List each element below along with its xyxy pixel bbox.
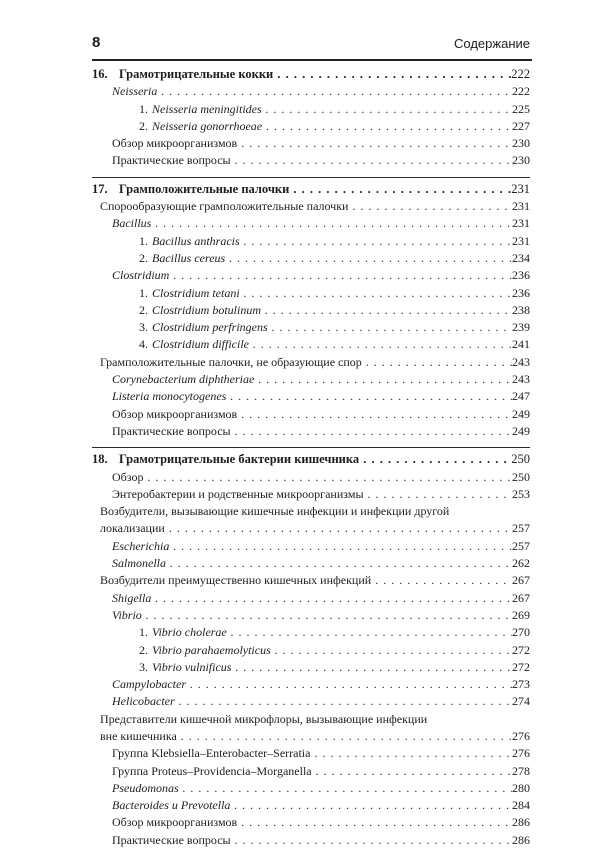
page-ref: 272 bbox=[512, 642, 530, 657]
page-ref: 262 bbox=[512, 556, 530, 571]
chapter-heading[interactable] bbox=[92, 451, 530, 468]
toc-entry[interactable] bbox=[92, 555, 530, 572]
toc-entry[interactable] bbox=[92, 233, 530, 250]
page-ref: 222 bbox=[511, 67, 530, 81]
entry-text: Clostridium difficile bbox=[152, 337, 250, 352]
entry-title bbox=[100, 198, 512, 215]
entry-text: Грамположительные палочки, не образующие спор bbox=[100, 354, 362, 369]
page-ref: 286 bbox=[512, 815, 530, 830]
entry-text: Helicobacter bbox=[112, 694, 175, 709]
page-ref: 231 bbox=[511, 181, 530, 196]
page-ref: 231 bbox=[512, 233, 530, 248]
entry-title bbox=[139, 624, 512, 641]
entry-title bbox=[112, 797, 512, 814]
entry-title bbox=[139, 101, 512, 118]
toc-entry[interactable] bbox=[92, 152, 530, 169]
toc-entry[interactable] bbox=[92, 780, 530, 797]
entry-text: Спорообразующие грамположительные палочки bbox=[100, 199, 349, 214]
page-ref: 267 bbox=[512, 573, 530, 588]
toc-entry[interactable] bbox=[92, 676, 530, 693]
page-ref: 236 bbox=[512, 268, 530, 283]
entry-title bbox=[112, 538, 512, 555]
toc-entry[interactable] bbox=[92, 590, 530, 607]
entry-text: Практические вопросы bbox=[112, 153, 231, 168]
entry-index: 3. bbox=[139, 659, 148, 674]
page-ref: 257 bbox=[512, 521, 530, 536]
chapter-title: Грамотрицательные кокки . . . bbox=[119, 66, 511, 83]
page-ref: 267 bbox=[512, 590, 530, 605]
entry-text: Bacillus bbox=[112, 216, 152, 231]
entry-title bbox=[112, 371, 512, 388]
chapter-heading[interactable] bbox=[92, 181, 530, 198]
entry-title bbox=[139, 659, 512, 676]
toc-entry[interactable] bbox=[92, 285, 530, 302]
entry-text: Clostridium bbox=[112, 268, 170, 283]
entry-text: Обзор bbox=[112, 469, 144, 484]
entry-title bbox=[112, 763, 512, 780]
entry-index: 1. bbox=[139, 101, 148, 116]
toc-entry[interactable] bbox=[92, 503, 530, 538]
entry-title bbox=[139, 233, 512, 250]
page-ref: 286 bbox=[512, 832, 530, 847]
entry-title bbox=[112, 676, 512, 693]
entry-text: Bacillus anthracis bbox=[152, 233, 240, 248]
entry-text: Escherichia bbox=[112, 538, 170, 553]
chapter-number: 17. bbox=[92, 181, 108, 196]
entry-text: Bacteroides и Prevotella bbox=[112, 798, 231, 813]
entry-text: Clostridium perfringens bbox=[152, 320, 268, 335]
toc-entry[interactable] bbox=[92, 319, 530, 336]
page-ref: 249 bbox=[512, 406, 530, 421]
page-ref: 278 bbox=[512, 763, 530, 778]
entry-title bbox=[112, 135, 512, 152]
entry-text: Salmonella bbox=[112, 556, 166, 571]
page-ref: 284 bbox=[512, 798, 530, 813]
entry-title bbox=[112, 406, 512, 423]
entry-text: Практические вопросы bbox=[112, 832, 231, 847]
entry-text: Обзор микроорганизмов bbox=[112, 815, 238, 830]
entry-title bbox=[100, 354, 512, 371]
toc-entry[interactable] bbox=[92, 135, 530, 152]
entry-index: 4. bbox=[139, 337, 148, 352]
entry-text: Vibrio parahaemolyticus bbox=[152, 642, 271, 657]
toc-entry[interactable] bbox=[92, 302, 530, 319]
toc-entry[interactable] bbox=[92, 406, 530, 423]
entry-index: 3. bbox=[139, 320, 148, 335]
chapter-number: 16. bbox=[92, 67, 108, 81]
entry-title bbox=[139, 302, 512, 319]
toc-entry[interactable] bbox=[92, 832, 530, 849]
entry-title-line: Представители кишечной микрофлоры, вызывающие инфекции bbox=[100, 711, 428, 726]
entry-title bbox=[112, 423, 512, 440]
page-ref: 222 bbox=[512, 84, 530, 99]
entry-text: Pseudomonas bbox=[112, 780, 179, 795]
entry-index: 2. bbox=[139, 118, 148, 133]
toc-entry[interactable] bbox=[92, 572, 530, 589]
entry-title: вне кишечника . . . bbox=[100, 728, 512, 745]
toc-chapter bbox=[92, 447, 530, 849]
entry-title-line: Возбудители, вызывающие кишечные инфекции и инфекции другой bbox=[100, 504, 450, 519]
entry-title bbox=[112, 83, 512, 100]
entry-title bbox=[112, 745, 512, 762]
table-of-contents bbox=[92, 66, 530, 856]
page-ref: 270 bbox=[512, 625, 530, 640]
toc-entry[interactable] bbox=[92, 336, 530, 353]
page-ref: 230 bbox=[512, 153, 530, 168]
entry-index: 2. bbox=[139, 250, 148, 265]
running-title: Содержание bbox=[454, 36, 530, 51]
toc-entry[interactable] bbox=[92, 469, 530, 486]
page-ref: 274 bbox=[512, 694, 530, 709]
toc-entry[interactable] bbox=[92, 745, 530, 762]
entry-text: Campylobacter bbox=[112, 677, 186, 692]
toc-entry[interactable] bbox=[92, 101, 530, 118]
entry-text: Shigella bbox=[112, 590, 152, 605]
toc-entry[interactable] bbox=[92, 354, 530, 371]
page-ref: 247 bbox=[512, 389, 530, 404]
entry-title bbox=[139, 285, 512, 302]
entry-title bbox=[139, 642, 512, 659]
page-header bbox=[92, 34, 530, 54]
entry-text: Vibrio bbox=[112, 607, 142, 622]
entry-text: Обзор микроорганизмов bbox=[112, 136, 238, 151]
entry-title bbox=[139, 250, 512, 267]
entry-index: 1. bbox=[139, 285, 148, 300]
entry-text: Возбудители преимущественно кишечных инфекций bbox=[100, 573, 372, 588]
entry-title bbox=[112, 607, 512, 624]
toc-entry[interactable] bbox=[92, 388, 530, 405]
entry-title bbox=[112, 388, 512, 405]
chapter-heading[interactable] bbox=[92, 66, 530, 83]
entry-title bbox=[112, 590, 512, 607]
entry-text: Clostridium tetani bbox=[152, 285, 240, 300]
page-ref: 241 bbox=[512, 337, 530, 352]
entry-text: Bacillus cereus bbox=[152, 250, 226, 265]
toc-entry[interactable] bbox=[92, 659, 530, 676]
entry-title bbox=[139, 319, 512, 336]
page-ref: 243 bbox=[512, 372, 530, 387]
page-ref: 280 bbox=[512, 780, 530, 795]
toc-entry[interactable] bbox=[92, 642, 530, 659]
page-ref: 225 bbox=[512, 101, 530, 116]
toc-entry[interactable] bbox=[92, 83, 530, 100]
entry-title bbox=[112, 469, 512, 486]
page-ref: 234 bbox=[512, 250, 530, 265]
toc-entry[interactable] bbox=[92, 538, 530, 555]
toc-entry[interactable] bbox=[92, 267, 530, 284]
page-number: 8 bbox=[92, 34, 101, 51]
entry-title: локализации . . . bbox=[100, 520, 512, 537]
entry-text: Обзор микроорганизмов bbox=[112, 406, 238, 421]
entry-title bbox=[112, 486, 512, 503]
toc-entry[interactable] bbox=[92, 814, 530, 831]
chapter-title: Грамотрицательные бактерии кишечника . . . bbox=[119, 451, 511, 468]
toc-entry[interactable] bbox=[92, 215, 530, 232]
page-ref: 276 bbox=[512, 728, 530, 743]
page-ref: 239 bbox=[512, 320, 530, 335]
toc-chapter bbox=[92, 177, 530, 440]
toc-entry[interactable] bbox=[92, 624, 530, 641]
page-ref: 236 bbox=[512, 285, 530, 300]
page-ref: 231 bbox=[512, 199, 530, 214]
entry-title bbox=[112, 267, 512, 284]
page-ref: 250 bbox=[511, 452, 530, 467]
toc-entry[interactable] bbox=[92, 711, 530, 746]
page-ref: 253 bbox=[512, 486, 530, 501]
entry-index: 2. bbox=[139, 642, 148, 657]
entry-text: Clostridium botulinum bbox=[152, 302, 262, 317]
page-ref: 272 bbox=[512, 659, 530, 674]
entry-title bbox=[112, 693, 512, 710]
entry-text: Neisseria bbox=[112, 84, 158, 99]
toc-entry[interactable] bbox=[92, 607, 530, 624]
page-ref: 227 bbox=[512, 118, 530, 133]
entry-index: 1. bbox=[139, 233, 148, 248]
entry-title bbox=[112, 555, 512, 572]
toc-entry[interactable] bbox=[92, 250, 530, 267]
entry-title bbox=[112, 780, 512, 797]
page-ref: 230 bbox=[512, 136, 530, 151]
header-rule bbox=[92, 59, 532, 61]
entry-index: 2. bbox=[139, 302, 148, 317]
page-ref: 243 bbox=[512, 354, 530, 369]
entry-title bbox=[100, 572, 512, 589]
entry-text: Группа Proteus–Providencia–Morganella bbox=[112, 763, 312, 778]
chapter-number: 18. bbox=[92, 452, 108, 467]
toc-entry[interactable] bbox=[92, 486, 530, 503]
entry-title bbox=[112, 814, 512, 831]
toc-entry[interactable] bbox=[92, 797, 530, 814]
entry-title bbox=[112, 215, 512, 232]
entry-text: Энтеробактерии и родственные микроорганизмы bbox=[112, 486, 364, 501]
page-ref: 276 bbox=[512, 746, 530, 761]
toc-entry[interactable] bbox=[92, 423, 530, 440]
entry-title bbox=[112, 832, 512, 849]
page-ref: 231 bbox=[512, 216, 530, 231]
page-ref: 238 bbox=[512, 302, 530, 317]
entry-title bbox=[112, 152, 512, 169]
page-ref: 273 bbox=[512, 677, 530, 692]
chapter-title: Грамположительные палочки . . . bbox=[119, 181, 511, 198]
toc-entry[interactable] bbox=[92, 693, 530, 710]
toc-chapter bbox=[92, 66, 530, 170]
entry-text: Vibrio vulnificus bbox=[152, 659, 232, 674]
toc-entry[interactable] bbox=[92, 198, 530, 215]
page-ref: 269 bbox=[512, 607, 530, 622]
entry-text: Группа Klebsiella–Enterobacter–Serratia bbox=[112, 746, 311, 761]
entry-text: Neisseria meningitides bbox=[152, 101, 262, 116]
entry-text: Corynebacterium diphtheriae bbox=[112, 372, 255, 387]
entry-text: Vibrio cholerae bbox=[152, 625, 227, 640]
entry-title bbox=[139, 336, 512, 353]
toc-entry[interactable] bbox=[92, 371, 530, 388]
toc-entry[interactable] bbox=[92, 763, 530, 780]
entry-index: 1. bbox=[139, 625, 148, 640]
page-ref: 250 bbox=[512, 469, 530, 484]
entry-text: Listeria monocytogenes bbox=[112, 389, 227, 404]
entry-title bbox=[139, 118, 512, 135]
toc-entry[interactable] bbox=[92, 118, 530, 135]
page-ref: 257 bbox=[512, 538, 530, 553]
entry-text: Neisseria gonorrhoeae bbox=[152, 118, 263, 133]
entry-text: Практические вопросы bbox=[112, 423, 231, 438]
page-ref: 249 bbox=[512, 423, 530, 438]
